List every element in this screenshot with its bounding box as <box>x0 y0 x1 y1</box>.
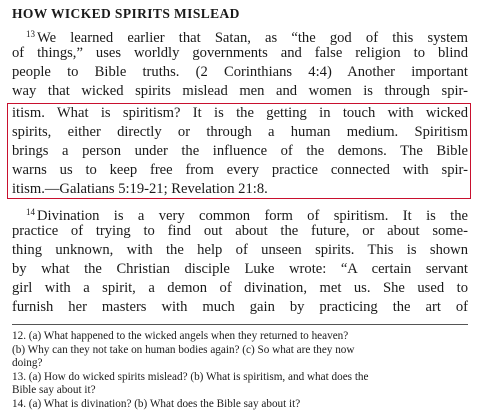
paragraph-13-line-8: warns us to keep free from every practice connected with spir- <box>12 162 468 178</box>
highlight-box <box>7 103 471 199</box>
question-12-line-3: doing? <box>12 357 43 369</box>
paragraph-14-line-5: girl with a spirit, a demon of divination, met us. She used to <box>12 280 468 296</box>
section-heading: HOW WICKED SPIRITS MISLEAD <box>12 6 240 21</box>
paragraph-13-line-7: brings a person under the influence of the demons. The Bible <box>12 143 468 159</box>
paragraph-14-line-2: practice of trying to find out about the future, or about some- <box>12 223 468 239</box>
paragraph-13-line-9: itism.—Galatians 5:19-21; Revelation 21:8. <box>12 181 268 197</box>
question-13-line-1: 13. (a) How do wicked spirits mislead? (b) What is spiritism, and what does the <box>12 370 369 383</box>
paragraph-13-line-6: spirits, either directly or through a human medium. Spiritism <box>12 124 468 140</box>
paragraph-14-line-1: $^{14}$ Divination is a very common form of spiritism. It is the <box>26 207 468 224</box>
paragraph-14-number: 14 <box>26 207 35 217</box>
paragraph-14-line-3: thing unknown, with the help of unseen spirits. This is shown <box>12 242 468 258</box>
paragraph-13-line-5: itism. What is spiritism? It is the getting in touch with wicked <box>12 105 468 121</box>
paragraph-13-line-1: $^{13}$ We learned earlier that Satan, as “the god of this system <box>26 29 468 46</box>
paragraph-14-line-6: furnish her masters with much gain by practicing the art of <box>12 299 468 315</box>
question-14-line-1: 14. (a) What is divination? (b) What does the Bible say about it? <box>12 397 301 410</box>
footnote-divider <box>12 324 468 325</box>
paragraph-13-line-4: way that wicked spirits mislead men and women is through spir- <box>12 83 468 99</box>
question-13-line-2: Bible say about it? <box>12 384 96 396</box>
paragraph-13-line-2: of things,” uses worldly governments and false religion to blind <box>12 45 468 61</box>
paragraph-13-number: 13 <box>26 29 35 39</box>
question-12-line-2: (b) Why can they not take on human bodies again? (c) So what are they now <box>12 343 355 356</box>
paragraph-13-line-3: people to Bible truths. (2 Corinthians 4:4) Another important <box>12 64 468 80</box>
paragraph-14-line-4: by what the Christian disciple Luke wrote: “A certain servant <box>12 261 468 277</box>
question-12-line-1: 12. (a) What happened to the wicked angels when they returned to heaven? <box>12 330 349 342</box>
